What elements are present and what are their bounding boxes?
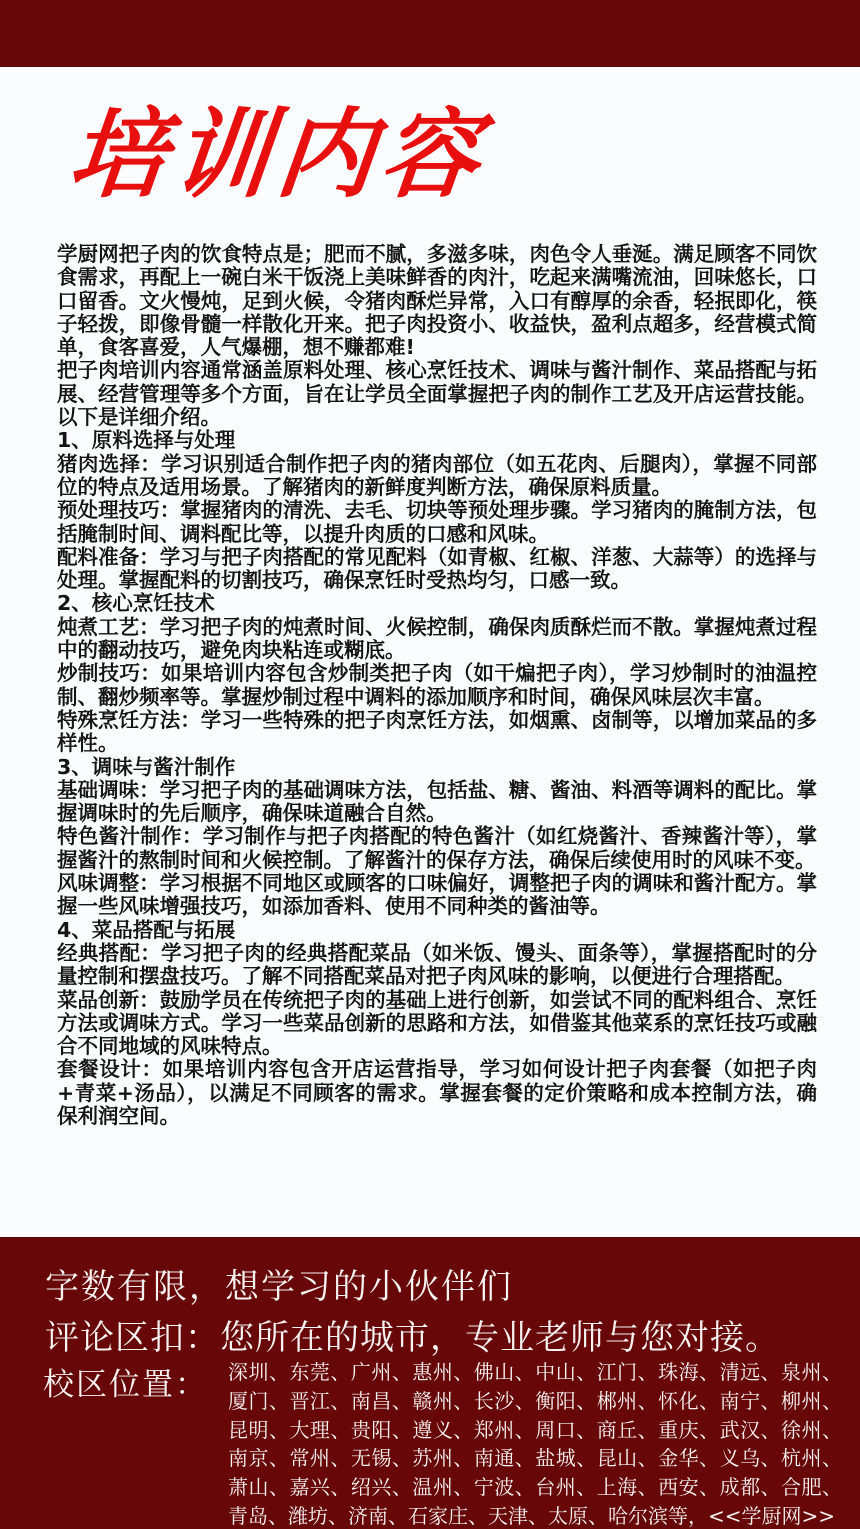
section-heading-1: 1、原料选择与处理 <box>57 428 236 453</box>
section-paragraph: 特色酱汁制作：学习制作与把子肉搭配的特色酱汁（如红烧酱汁、香辣酱汁等），掌握酱汁的熬制时间和火候控制。了解酱汁的保存方法，确保后续使用时的风味不变。 <box>57 824 817 872</box>
section-paragraph: 经典搭配：学习把子肉的经典搭配菜品（如米饭、馒头、面条等），掌握搭配时的分量控制和摆盘技巧。了解不同搭配菜品对把子肉风味的影响，以便进行合理搭配。 <box>57 940 817 989</box>
section-paragraph: 预处理技巧：掌握猪肉的清洗、去毛、切块等预处理步骤。学习猪肉的腌制方法，包括腌制时间、调料配比等，以提升肉质的口感和风味。 <box>57 498 817 546</box>
footer-line-2: 评论区扣：您所在的城市，专业老师与您对接。 <box>45 1318 780 1358</box>
section-paragraph: 套餐设计：如果培训内容包含开店运营指导，学习如何设计把子肉套餐（如把子肉+青菜+汤品），以满足不同顾客的需求。掌握套餐的定价策略和成本控制方法，确保利润空间。 <box>57 1057 817 1128</box>
page-title: 培训内容 <box>63 98 492 211</box>
section-paragraph: 风味调整：学习根据不同地区或顾客的口味偏好，调整把子肉的调味和酱汁配方。掌握一些风味增强技巧，如添加香料、使用不同种类的酱油等。 <box>57 871 817 919</box>
section-paragraph: 特殊烹饪方法：学习一些特殊的把子肉烹饪方法，如烟熏、卤制等，以增加菜品的多样性。 <box>57 707 817 756</box>
section-heading-3: 3、调味与酱汁制作 <box>57 754 236 779</box>
intro-paragraph: 学厨网把子肉的饮食特点是；肥而不腻，多滋多味，肉色令人垂涎。满足顾客不同饮食需求，再配上一碗白米干饭浇上美味鲜香的肉汁，吃起来满嘴流油，回味悠长，口口留香。文火慢炖，足到火候，令猪肉酥烂异常，入口有醇厚的余香，轻抿即化，筷子轻拨，即像骨髓一样散化开来。把子肉投资小、收益快，盈利点超多，经营模式简单，食客喜爱，人气爆棚，想不赚都难! <box>57 242 817 360</box>
section-paragraph: 基础调味：学习把子肉的基础调味方法，包括盐、糖、酱油、料酒等调料的配比。掌握调味时的先后顺序，确保味道融合自然。 <box>57 777 817 826</box>
footer-line-1: 字数有限，想学习的小伙伴们 <box>45 1267 513 1307</box>
section-paragraph: 炖煮工艺：学习把子肉的炖煮时间、火候控制，确保肉质酥烂而不散。掌握炖煮过程中的翻动技巧，避免肉块粘连或糊底。 <box>57 614 817 663</box>
footer-banner <box>0 1237 860 1529</box>
brand-name: <<学厨网>> <box>708 1503 836 1528</box>
campus-location-label: 校区位置： <box>43 1367 208 1403</box>
section-paragraph: 菜品创新：鼓励学员在传统把子肉的基础上进行创新，如尝试不同的配料组合、烹饪方法或调味方式。学习一些菜品创新的思路和方法，如借鉴其他菜系的烹饪技巧或融合不同地域的风味特点。 <box>57 987 817 1059</box>
section-paragraph: 配料准备：学习与把子肉搭配的常见配料（如青椒、红椒、洋葱、大蒜等）的选择与处理。掌握配料的切割技巧，确保烹饪时受热均匀，口感一致。 <box>57 544 817 593</box>
section-paragraph: 猪肉选择：学习识别适合制作把子肉的猪肉部位（如五花肉、后腿肉），掌握不同部位的特点及适用场景。了解猪肉的新鲜度判断方法，确保原料质量。 <box>57 451 817 499</box>
city-list-text: 深圳、东莞、广州、惠州、佛山、中山、江门、珠海、清远、泉州、厦门、晋江、南昌、赣州、长沙、衡阳、郴州、怀化、南宁、柳州、昆明、大理、贵阳、遵义、郑州、周口、商丘、重庆、武汉、徐州、南京、常州、无锡、苏州、南通、盐城、昆山、金华、义乌、杭州、萧山、嘉兴、绍兴、温州、宁波、台州、上海、西安、成都、合肥、青岛、潍坊、济南、石家庄、天津、太原、哈尔滨等， <box>228 1360 842 1528</box>
intro-paragraph: 把子肉培训内容通常涵盖原料处理、核心烹饪技术、调味与酱汁制作、菜品搭配与拓展、经营管理等多个方面，旨在让学员全面掌握把子肉的制作工艺及开店运营技能。以下是详细介绍。 <box>57 358 817 430</box>
top-banner <box>0 0 860 67</box>
training-content-body <box>57 243 817 1128</box>
campus-city-list <box>228 1358 842 1529</box>
section-heading-2: 2、核心烹饪技术 <box>57 591 215 616</box>
section-paragraph: 炒制技巧：如果培训内容包含炒制类把子肉（如干煸把子肉），学习炒制时的油温控制、翻炒频率等。掌握炒制过程中调料的添加顺序和时间，确保风味层次丰富。 <box>57 661 817 709</box>
section-heading-4: 4、菜品搭配与拓展 <box>57 917 236 942</box>
